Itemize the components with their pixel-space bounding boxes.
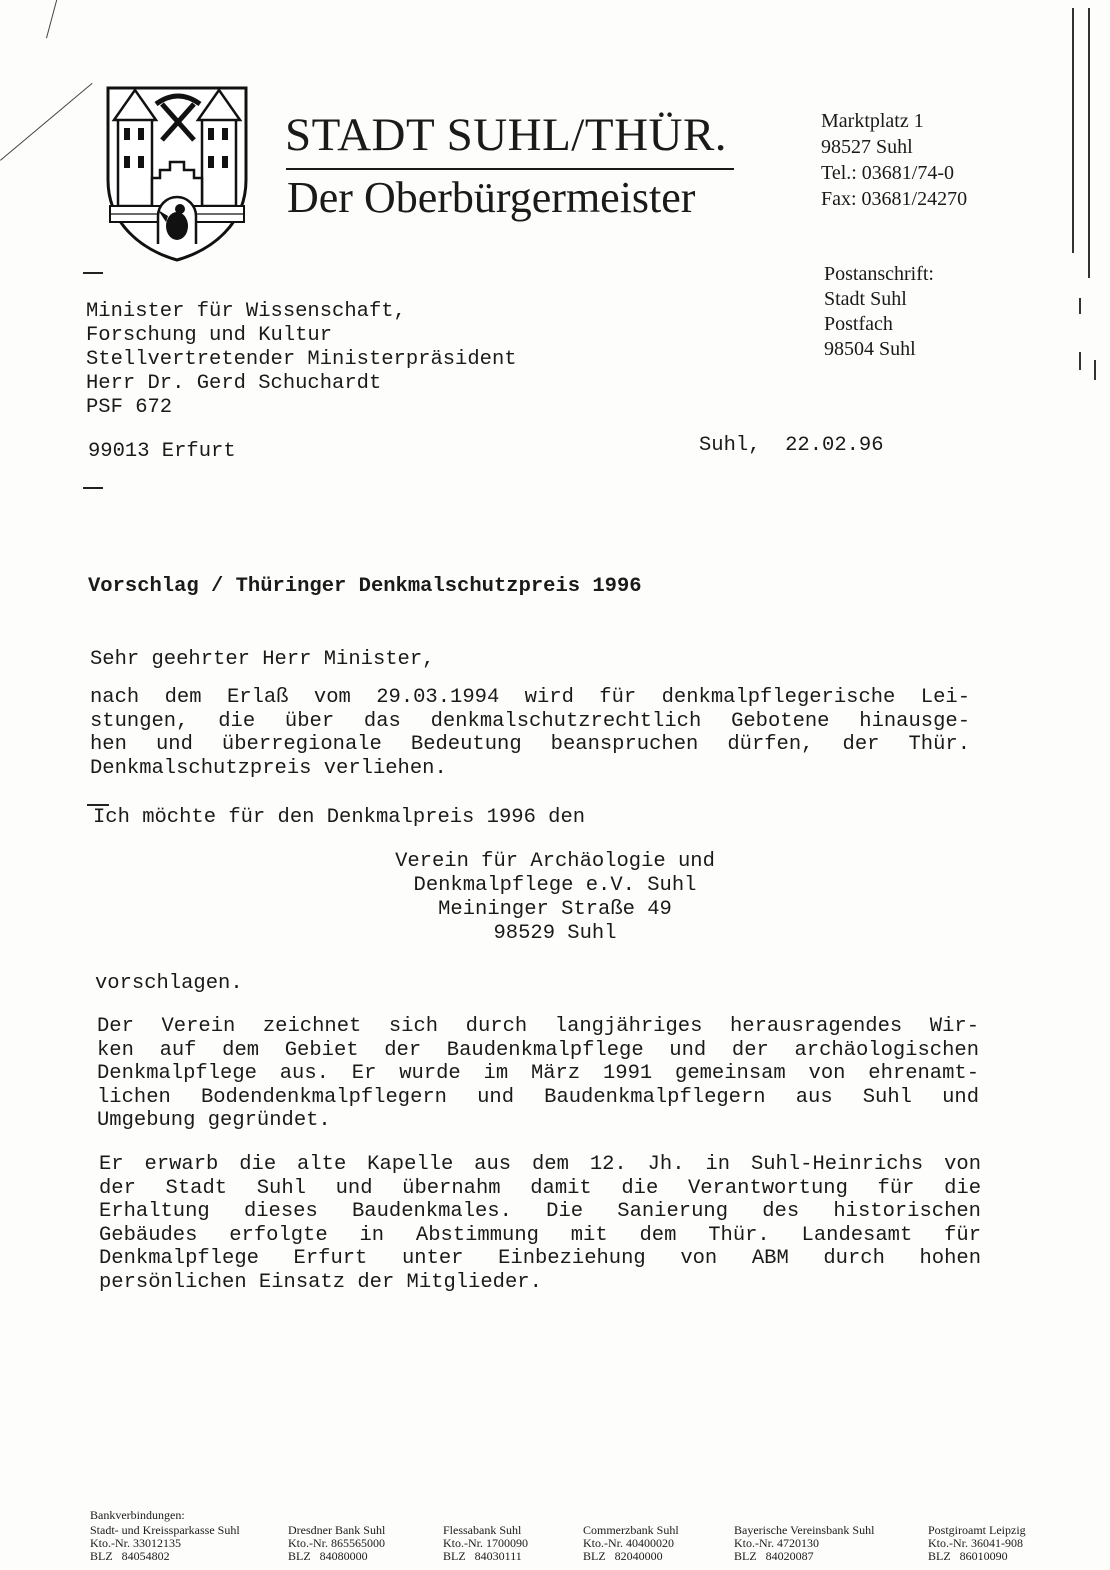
body-line: Denkmalpflege aus. Er wurde im März 1991 gemeinsam von ehrenamt- (97, 1062, 979, 1085)
recipient-line: PSF 672 (86, 396, 173, 419)
association-line: Verein für Archäologie und (395, 850, 715, 873)
bank-account: Kto.-Nr. 33012135 (90, 1536, 181, 1550)
recipient-address (86, 300, 517, 420)
body-line: Er erwarb die alte Kapelle aus dem 12. Jh. in Suhl-Heinrichs von (99, 1153, 981, 1176)
body-line: Denkmalschutzpreis verliehen. (90, 756, 447, 780)
bank-info (288, 1524, 385, 1563)
recipient-line: Herr Dr. Gerd Schuchardt (86, 372, 382, 395)
scan-edge-line (1094, 360, 1096, 380)
coat-of-arms-icon (104, 84, 250, 262)
proposed-association (300, 850, 810, 946)
body-line: stungen, die über das denkmalschutzrechtlich Gebotene hinausge- (90, 709, 970, 733)
body-paragraph (99, 1153, 981, 1294)
body-line: Denkmalpflege Erfurt unter Einbeziehung von ABM durch hohen (99, 1247, 981, 1270)
scan-edge-line (1072, 8, 1074, 253)
window-mark (83, 487, 103, 489)
scan-edge-line (1088, 8, 1090, 278)
bank-account: Kto.-Nr. 1700090 (443, 1536, 528, 1550)
letter-date: Suhl, 22.02.96 (699, 434, 884, 457)
bank-name: Commerzbank Suhl (583, 1523, 679, 1537)
body-line: nach dem Erlaß vom 29.03.1994 wird für denkmalpflegerische Lei- (90, 686, 970, 709)
body-line: Gebäudes erfolgte in Abstimmung mit dem Thür. Landesamt für (99, 1223, 981, 1247)
scan-edge-line (1079, 298, 1081, 314)
bank-name: Dresdner Bank Suhl (288, 1523, 386, 1537)
body-line: persönlichen Einsatz der Mitglieder. (99, 1270, 542, 1294)
postal-address (824, 262, 934, 362)
body-line: Der Verein zeichnet sich durch langjähriges herausragendes Wir- (97, 1015, 979, 1038)
bank-blz: BLZ 84030111 (443, 1549, 522, 1563)
body-line: der Stadt Suhl und übernahm damit die Verantwortung für die (99, 1176, 981, 1200)
body-line: hen und überregionale Bedeutung beanspruchen dürfen, der Thür. (90, 733, 970, 756)
bank-info (443, 1524, 528, 1563)
header-rule (286, 168, 734, 170)
association-line: Denkmalpflege e.V. Suhl (413, 874, 697, 897)
body-line: lichen Bodendenkmalpflegern und Baudenkmalpflegern aus Suhl und (97, 1085, 979, 1109)
sender-phone: Tel.: 03681/74-0 (821, 162, 955, 184)
recipient-line: Stellvertretender Ministerpräsident (86, 348, 517, 371)
body-line: Erhaltung dieses Baudenkmales. Die Sanierung des historischen (99, 1200, 981, 1223)
window-mark (83, 272, 103, 274)
scan-mark (46, 0, 62, 38)
city-name: STADT SUHL/THÜR. (285, 109, 728, 161)
body-line: ken auf dem Gebiet der Baudenkmalpflege und der archäologischen (97, 1038, 979, 1062)
bank-blz: BLZ 82040000 (583, 1549, 663, 1563)
body-paragraph (97, 1015, 979, 1133)
bank-account: Kto.-Nr. 4720130 (734, 1536, 819, 1550)
proposal-closing: vorschlagen. (95, 972, 243, 995)
bank-account: Kto.-Nr. 865565000 (288, 1536, 385, 1550)
postal-name: Stadt Suhl (824, 288, 907, 310)
bank-blz: BLZ 86010090 (928, 1549, 1008, 1563)
bank-name: Bayerische Vereinsbank Suhl (734, 1523, 875, 1537)
subject-line: Vorschlag / Thüringer Denkmalschutzpreis 1996 (88, 575, 642, 598)
bank-blz: BLZ 84080000 (288, 1549, 368, 1563)
sender-address (821, 108, 967, 212)
scan-mark (0, 83, 93, 161)
bank-name: Stadt- und Kreissparkasse Suhl (90, 1523, 240, 1537)
sender-zip-city: 98527 Suhl (821, 136, 913, 158)
sender-street: Marktplatz 1 (821, 110, 924, 132)
bank-name: Flessabank Suhl (443, 1523, 522, 1537)
recipient-line: Minister für Wissenschaft, (86, 300, 406, 323)
bank-info (928, 1524, 1026, 1563)
postal-zip-city: 98504 Suhl (824, 338, 916, 360)
bank-name: Postgiroamt Leipzig (928, 1523, 1026, 1537)
bank-info (734, 1524, 874, 1563)
postal-box: Postfach (824, 313, 893, 335)
bank-info (90, 1524, 240, 1563)
association-line: Meininger Straße 49 (438, 898, 672, 921)
bank-account: Kto.-Nr. 40400020 (583, 1536, 674, 1550)
association-line: 98529 Suhl (493, 922, 617, 945)
salutation: Sehr geehrter Herr Minister, (90, 648, 435, 671)
bank-label: Bankverbindungen: (90, 1508, 185, 1522)
recipient-city: 99013 Erfurt (88, 440, 236, 463)
postal-label: Postanschrift: (824, 263, 934, 285)
mayor-title: Der Oberbürgermeister (287, 173, 696, 222)
bank-account: Kto.-Nr. 36041-908 (928, 1536, 1023, 1550)
bank-info (583, 1524, 679, 1563)
body-line: Umgebung gegründet. (97, 1109, 331, 1132)
scan-edge-line (1079, 352, 1081, 370)
bank-blz: BLZ 84020087 (734, 1549, 814, 1563)
bank-blz: BLZ 84054802 (90, 1549, 170, 1563)
proposal-intro: Ich möchte für den Denkmalpreis 1996 den (93, 806, 586, 829)
body-paragraph (90, 686, 970, 780)
recipient-line: Forschung und Kultur (86, 324, 333, 347)
sender-fax: Fax: 03681/24270 (821, 188, 968, 210)
